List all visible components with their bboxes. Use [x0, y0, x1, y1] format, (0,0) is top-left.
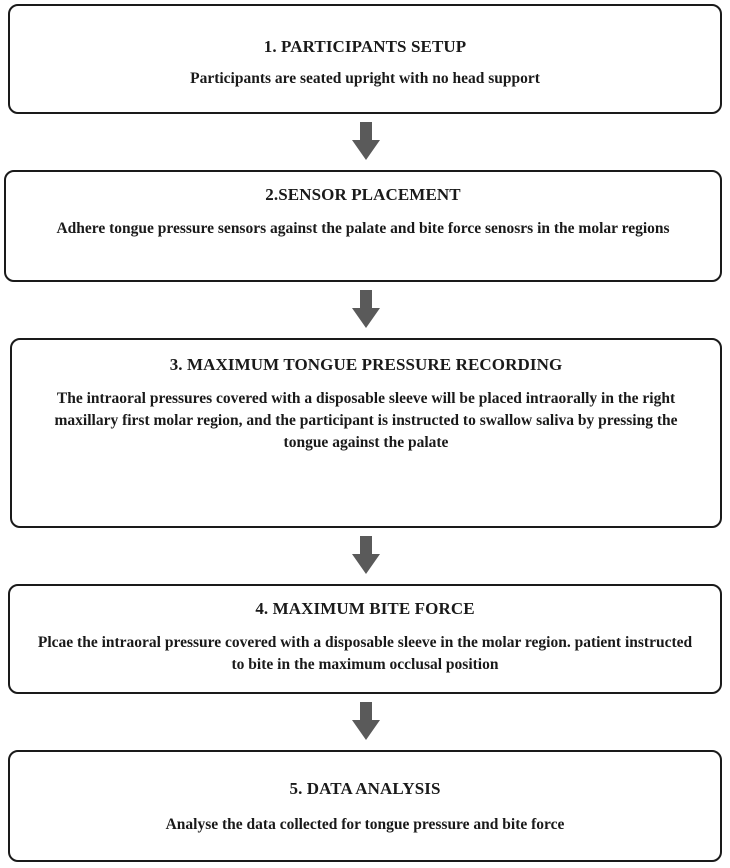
step-1-title: 1. PARTICIPANTS SETUP [263, 37, 467, 56]
step-5-text: Analyse the data collected for tongue pressure and bite force [165, 816, 565, 833]
step-2-text: Adhere tongue pressure sensors against the palate and bite force senosrs in the molar regions [56, 220, 670, 237]
arrow-down-icon [352, 290, 380, 328]
step-1-text: Participants are seated upright with no head support [190, 70, 540, 87]
step-4-title: 4. MAXIMUM BITE FORCE [255, 599, 475, 618]
step-1-box [8, 4, 722, 114]
step-3-box [10, 338, 722, 528]
step-2-box [4, 170, 722, 282]
step-2-title: 2.SENSOR PLACEMENT [265, 185, 461, 204]
step-4-box [8, 584, 722, 694]
step-5-title: 5. DATA ANALYSIS [289, 779, 441, 798]
arrow-down-icon [352, 536, 380, 574]
arrow-down-icon [352, 122, 380, 160]
step-4-text: Plcae the intraoral pressure covered with a disposable sleeve in the molar region. patient instructed to bite in the maximum occlusal position [37, 634, 693, 673]
step-3-title: 3. MAXIMUM TONGUE PRESSURE RECORDING [169, 355, 563, 374]
step-3-text: The intraoral pressures covered with a disposable sleeve will be placed intraorally in the right maxillary first molar region, and the participant is instructed to swallow saliva by pressing the tongue against the palate [54, 390, 678, 451]
step-5-box [8, 750, 722, 862]
arrow-down-icon [352, 702, 380, 740]
